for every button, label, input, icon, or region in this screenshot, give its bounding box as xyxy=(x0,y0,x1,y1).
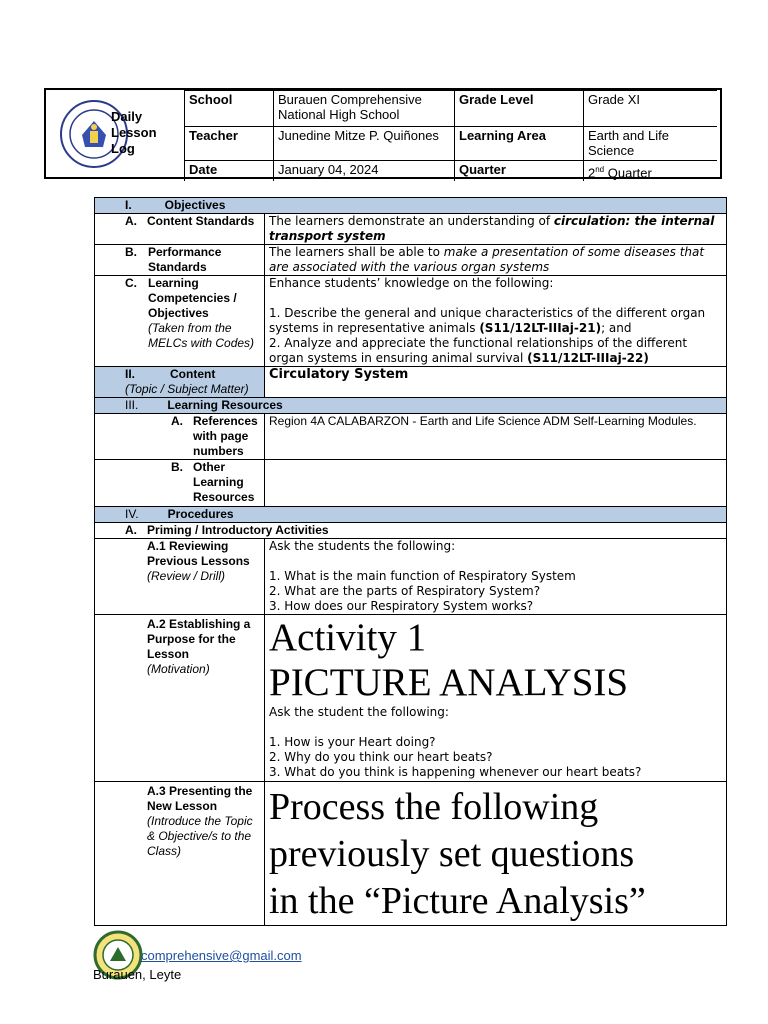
grade-level-value: Grade XI xyxy=(584,91,718,127)
lesson-log-table xyxy=(94,197,727,926)
quarter-value: 2nd Quarter xyxy=(584,161,718,182)
row-a1-reviewing: A.1 Reviewing Previous Lessons (Review / Drill) Ask the students the following: 1. What is the main function of Respiratory System 2. What are the parts of Respiratory System? 3. How does our Respiratory System works? xyxy=(95,539,727,615)
school-value: Burauen Comprehensive National High School xyxy=(274,91,455,127)
row-references: A. References with page numbers Region 4A CALABARZON - Earth and Life Science ADM Self-Learning Modules. xyxy=(95,414,727,460)
row-performance-standards: B. Performance Standards The learners shall be able to make a presentation of some diseases that are associated with the various organ systems xyxy=(95,245,727,276)
learning-area-label: Learning Area xyxy=(455,127,584,161)
header-info-table xyxy=(184,90,717,181)
school-address: Burauen, Leyte xyxy=(93,967,182,982)
teacher-label: Teacher xyxy=(185,127,274,161)
row-priming: A. Priming / Introductory Activities xyxy=(95,523,727,539)
date-label: Date xyxy=(185,161,274,182)
date-value: January 04, 2024 xyxy=(274,161,455,182)
school-email-link[interactable]: comprehensive@gmail.com xyxy=(141,948,302,963)
section-learning-resources: III. Learning Resources xyxy=(95,398,727,414)
row-a2-purpose: A.2 Establishing a Purpose for the Lesson (Motivation) Activity 1 PICTURE ANALYSIS Ask the student the following: 1. How is your Heart doing? 2. Why do you think our heart beats? 3. What do you think is happening whenever our heart beats? xyxy=(95,615,727,782)
title-line: Lesson xyxy=(111,125,157,140)
title-line: Daily xyxy=(111,109,143,124)
title-line: Log xyxy=(111,141,135,156)
daily-lesson-log-title xyxy=(111,109,157,157)
row-content: II. Content (Topic / Subject Matter) Circulatory System xyxy=(95,367,727,398)
school-label: School xyxy=(185,91,274,127)
section-procedures: IV. Procedures xyxy=(95,507,727,523)
row-learning-competencies: C. Learning Competencies / Objectives (Taken from the MELCs with Codes) Enhance students’ knowledge on the following: 1. Describe the general and unique characteristics of the different organ systems in representative animals (S11/12LT-IIIaj-21); and 2. Analyze and appreciate the functional relationships of the different organ systems in ensuring animal survival (S11/12LT-IIIaj-22) xyxy=(95,276,727,367)
learning-area-value: Earth and Life Science xyxy=(584,127,718,161)
quarter-label: Quarter xyxy=(455,161,584,182)
row-content-standards: A. Content Standards The learners demonstrate an understanding of circulation: the internal transport system xyxy=(95,214,727,245)
section-objectives: I. Objectives xyxy=(95,198,727,214)
row-other-resources: B. Other Learning Resources xyxy=(95,460,727,507)
header-block xyxy=(44,88,722,179)
teacher-value: Junedine Mitze P. Quiñones xyxy=(274,127,455,161)
row-a3-presenting: A.3 Presenting the New Lesson (Introduce the Topic & Objective/s to the Class) Process the following previously set questions in the “Picture Analysis” xyxy=(95,782,727,926)
grade-level-label: Grade Level xyxy=(455,91,584,127)
